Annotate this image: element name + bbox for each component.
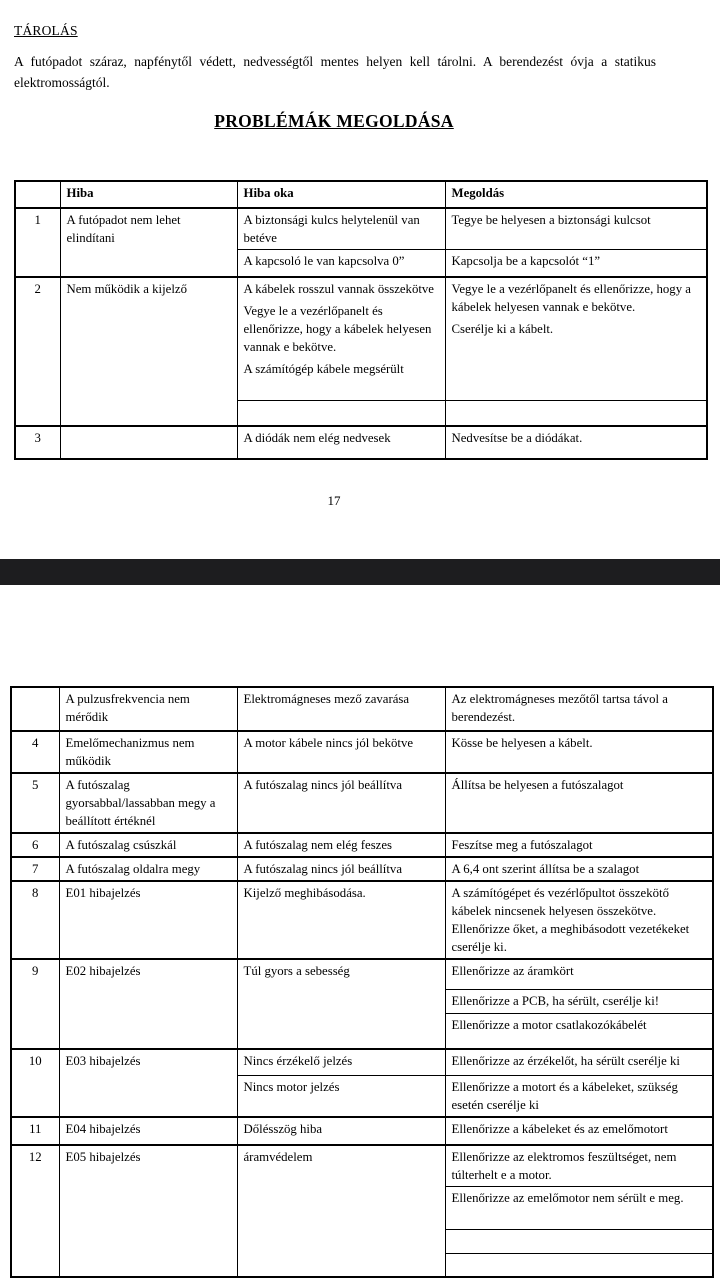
table-row	[11, 1145, 713, 1187]
t2-r6-meg-cell: Feszítse meg a futószalagot	[445, 833, 713, 857]
t2-r10-meg2-cell: Ellenőrizze a motort és a kábeleket, szükség esetén cserélje ki	[445, 1075, 713, 1117]
t2-r5-meg-cell: Állítsa be helyesen a futószalagot	[445, 773, 713, 833]
table-row	[11, 833, 713, 857]
t2-r6-num-cell: 6	[11, 833, 59, 857]
t2-r6-oka-cell: A futószalag nem elég feszes	[237, 833, 445, 857]
t1-r1-oka-cell: A biztonsági kulcs helytelenül van betéve	[237, 208, 445, 250]
t2-r11-oka-cell: Dőlésszög hiba	[237, 1117, 445, 1145]
meg-paragraph: Cserélje ki a kábelt.	[451, 321, 554, 336]
t2-r12-meg2-cell: Ellenőrizze az emelőmotor nem sérült e meg.	[445, 1186, 713, 1229]
table-row	[11, 857, 713, 881]
t2-r0-num-cell	[11, 687, 59, 731]
table-row	[11, 687, 713, 731]
oka-paragraph: A számítógép kábele megsérült	[243, 361, 404, 376]
t1-r2-meg-cell	[445, 277, 707, 401]
t1-r3-meg-cell: Nedvesítse be a diódákat.	[445, 426, 707, 459]
t2-r10-hiba-cell: E03 hibajelzés	[59, 1049, 237, 1117]
t2-r5-num-cell: 5	[11, 773, 59, 833]
table-row	[11, 1049, 713, 1075]
t2-r7-num-cell: 7	[11, 857, 59, 881]
oka-paragraph: Vegye le a vezérlőpanelt és ellenőrizze, hogy a kábelek helyesen vannak e bekötve.	[243, 303, 432, 354]
empty-cell	[445, 401, 707, 426]
t2-r10-meg1-cell: Ellenőrizze az érzékelőt, ha sérült cserélje ki	[445, 1049, 713, 1075]
t2-r7-meg-cell: A 6,4 ont szerint állítsa be a szalagot	[445, 857, 713, 881]
storage-section-heading: TÁROLÁS	[14, 23, 78, 38]
storage-paragraph: A futópadot száraz, napfénytől védett, nedvességtől mentes helyen kell tárolni. A berendezést óvja a statikus elektromosságtól.	[14, 54, 656, 90]
table-row	[11, 731, 713, 773]
t1-r2-hiba-cell: Nem működik a kijelző	[60, 277, 237, 426]
t1-r1-oka2-cell: A kapcsoló le van kapcsolva 0”	[237, 250, 445, 277]
t2-r12-oka-cell: áramvédelem	[237, 1145, 445, 1278]
t2-r4-oka-cell: A motor kábele nincs jól bekötve	[237, 731, 445, 773]
t2-r12-meg1-cell: Ellenőrizze az elektromos feszültséget, nem túlterhelt e a motor.	[445, 1145, 713, 1187]
t2-r6-hiba-cell: A futószalag csúszkál	[59, 833, 237, 857]
t2-r9-meg3-cell: Ellenőrizze a motor csatlakozókábelét	[445, 1013, 713, 1049]
troubleshooting-title: PROBLÉMÁK MEGOLDÁSA	[214, 111, 454, 131]
header-hiba: Hiba	[60, 181, 237, 208]
table-row	[11, 959, 713, 989]
header-hiba-oka: Hiba oka	[237, 181, 445, 208]
table-row	[11, 1117, 713, 1145]
t2-r7-hiba-cell: A futószalag oldalra megy	[59, 857, 237, 881]
header-megoldas: Megoldás	[445, 181, 707, 208]
t2-r4-num-cell: 4	[11, 731, 59, 773]
t1-r1-hiba-cell: A futópadot nem lehet elindítani	[60, 208, 237, 277]
t2-r10-num-cell: 10	[11, 1049, 59, 1117]
t2-r11-num-cell: 11	[11, 1117, 59, 1145]
meg-paragraph: Vegye le a vezérlőpanelt és ellenőrizze, hogy a kábelek helyesen vannak e bekötve.	[451, 281, 691, 314]
t2-r8-meg-cell: A számítógépet és vezérlőpultot összekötő kábelek nincsenek helyesen összekötve. Ellenőrizze őket, a meghibásodott vezetékeket cserélje ki.	[445, 881, 713, 959]
t2-r11-meg-cell: Ellenőrizze a kábeleket és az emelőmotort	[445, 1117, 713, 1145]
t2-r5-hiba-cell: A futószalag gyorsabbal/lassabban megy a beállított értéknél	[59, 773, 237, 833]
t2-r4-meg-cell: Kösse be helyesen a kábelt.	[445, 731, 713, 773]
t2-r9-oka-cell: Túl gyors a sebesség	[237, 959, 445, 1049]
t2-r9-meg2-cell: Ellenőrizze a PCB, ha sérült, cserélje ki!	[445, 989, 713, 1013]
t1-r1-meg-cell: Tegye be helyesen a biztonsági kulcsot	[445, 208, 707, 250]
t1-r2-oka-cell	[237, 277, 445, 401]
t2-r8-num-cell: 8	[11, 881, 59, 959]
page-number: 17	[327, 493, 341, 508]
table-row	[11, 773, 713, 833]
t2-r7-oka-cell: A futószalag nincs jól beállítva	[237, 857, 445, 881]
t2-r8-hiba-cell: E01 hibajelzés	[59, 881, 237, 959]
t2-r0-hiba-cell: A pulzusfrekvencia nem mérődik	[59, 687, 237, 731]
troubleshooting-table-page2	[10, 686, 714, 1278]
table-row	[15, 208, 707, 250]
t2-r0-meg-cell: Az elektromágneses mezőtől tartsa távol a berendezést.	[445, 687, 713, 731]
t1-r3-num-cell: 3	[15, 426, 60, 459]
t2-r9-num-cell: 9	[11, 959, 59, 1049]
t2-r0-oka-cell: Elektromágneses mező zavarása	[237, 687, 445, 731]
table-header-row	[15, 181, 707, 208]
t2-r10-oka1-cell: Nincs érzékelő jelzés	[237, 1049, 445, 1075]
page-separator-bar	[0, 559, 720, 585]
t1-r1-meg2-cell: Kapcsolja be a kapcsolót “1”	[445, 250, 707, 277]
table-row	[15, 426, 707, 459]
empty-cell	[237, 401, 445, 426]
t2-r8-oka-cell: Kijelző meghibásodása.	[237, 881, 445, 959]
table-row	[15, 277, 707, 401]
oka-paragraph: A kábelek rosszul vannak összekötve	[243, 281, 434, 296]
empty-cell	[445, 1229, 713, 1253]
t2-r9-meg1-cell: Ellenőrizze az áramkört	[445, 959, 713, 989]
t2-r9-hiba-cell: E02 hibajelzés	[59, 959, 237, 1049]
t2-r4-hiba-cell: Emelőmechanizmus nem működik	[59, 731, 237, 773]
t2-r12-hiba-cell: E05 hibajelzés	[59, 1145, 237, 1278]
t2-r12-num-cell: 12	[11, 1145, 59, 1278]
t2-r10-oka2-cell: Nincs motor jelzés	[237, 1075, 445, 1117]
t2-r11-hiba-cell: E04 hibajelzés	[59, 1117, 237, 1145]
table-row	[11, 881, 713, 959]
header-blank-cell	[15, 181, 60, 208]
troubleshooting-table-page1	[14, 180, 708, 460]
empty-cell	[445, 1253, 713, 1277]
t2-r5-oka-cell: A futószalag nincs jól beállítva	[237, 773, 445, 833]
t1-r1-num-cell: 1	[15, 208, 60, 277]
t1-r3-hiba-cell	[60, 426, 237, 459]
t1-r2-num-cell: 2	[15, 277, 60, 426]
t1-r3-oka-cell: A diódák nem elég nedvesek	[237, 426, 445, 459]
